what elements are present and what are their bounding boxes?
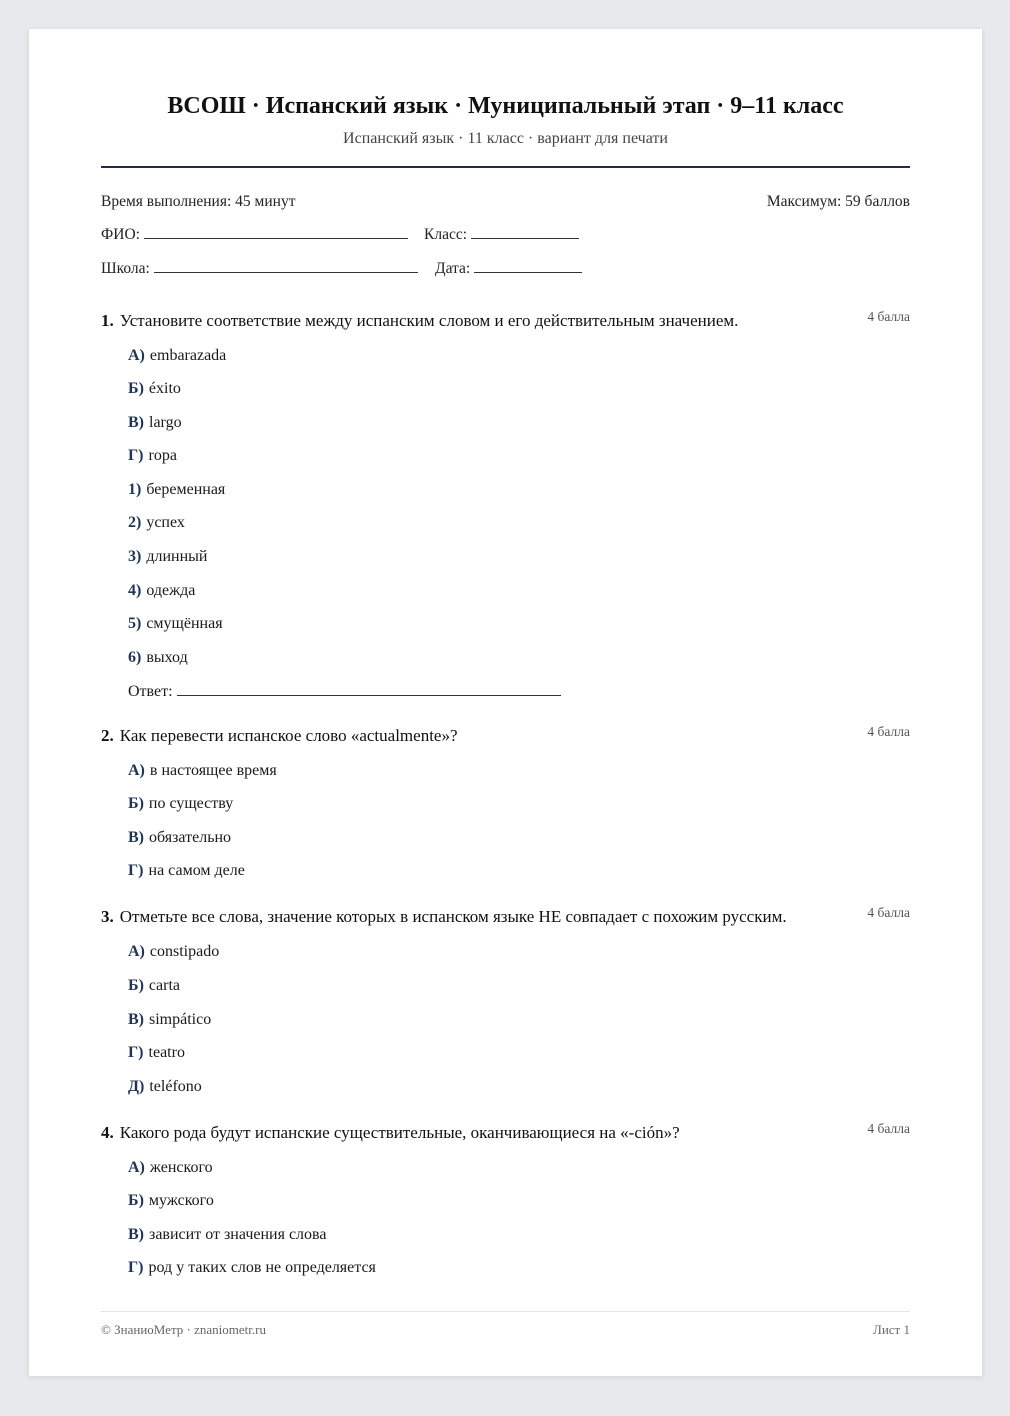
option-key: А) — [128, 943, 145, 960]
page-title: ВСОШ · Испанский язык · Муниципальный этап · 9–11 класс — [167, 93, 844, 119]
footer-page-number: Лист 1 — [873, 1322, 910, 1337]
option-item[interactable] — [128, 829, 231, 847]
option-item[interactable] — [128, 795, 233, 813]
page-subtitle: Испанский язык · 11 класс · вариант для печати — [343, 130, 668, 147]
option-item[interactable] — [128, 481, 225, 499]
question-header — [101, 311, 910, 331]
option-text: constipado — [149, 943, 220, 960]
fio-field[interactable] — [101, 226, 408, 244]
option-item[interactable] — [128, 649, 188, 667]
option-key: В) — [128, 829, 144, 846]
option-text: éxito — [148, 380, 181, 397]
option-text: carta — [148, 977, 180, 994]
question-2 — [101, 726, 910, 746]
school-label: Школа: — [101, 260, 150, 277]
date-field[interactable] — [435, 260, 582, 278]
question-points: 4 балла — [867, 724, 910, 739]
school-field[interactable] — [101, 260, 418, 278]
max-score: Максимум: 59 баллов — [766, 193, 910, 210]
option-text: largo — [149, 414, 182, 431]
option-key: Б) — [128, 977, 144, 994]
question-points: 4 балла — [867, 1121, 910, 1136]
option-text: на самом деле — [148, 862, 245, 879]
option-text: в настоящее время — [149, 762, 277, 779]
option-item[interactable] — [128, 1159, 213, 1177]
option-item[interactable] — [128, 548, 207, 566]
answer-field[interactable] — [128, 683, 561, 701]
option-key: А) — [128, 1159, 145, 1176]
option-item[interactable] — [128, 943, 219, 961]
question-4 — [101, 1123, 910, 1143]
question-header — [101, 1123, 910, 1143]
option-key: 6) — [128, 649, 142, 666]
question-number: 2. — [101, 726, 114, 745]
option-key: В) — [128, 1011, 144, 1028]
option-text: род у таких слов не определяется — [148, 1259, 376, 1276]
option-item[interactable] — [128, 1078, 202, 1096]
option-key: Г) — [128, 1259, 144, 1276]
question-header — [101, 726, 910, 746]
option-item[interactable] — [128, 380, 181, 398]
time-limit: Время выполнения: 45 минут — [101, 193, 296, 210]
date-blank-line[interactable] — [474, 271, 582, 273]
option-item[interactable] — [128, 977, 180, 995]
option-key: Д) — [128, 1078, 145, 1095]
option-text: embarazada — [149, 347, 227, 364]
option-key: 1) — [128, 481, 142, 498]
option-text: simpático — [149, 1011, 212, 1028]
option-text: успех — [146, 514, 185, 531]
option-text: женского — [149, 1159, 213, 1176]
question-1 — [101, 311, 910, 331]
option-key: Г) — [128, 447, 144, 464]
question-points: 4 балла — [867, 905, 910, 920]
option-item[interactable] — [128, 1192, 214, 1210]
option-text: зависит от значения слова — [149, 1226, 327, 1243]
worksheet-page — [29, 29, 982, 1376]
option-text: смущённая — [146, 615, 223, 632]
option-item[interactable] — [128, 582, 195, 600]
school-blank-line[interactable] — [154, 271, 418, 273]
option-text: teléfono — [149, 1078, 202, 1095]
option-text: длинный — [146, 548, 208, 565]
option-key: Г) — [128, 862, 144, 879]
question-points: 4 балла — [867, 309, 910, 324]
option-key: 4) — [128, 582, 142, 599]
question-text: Отметьте все слова, значение которых в испанском языке НЕ совпадает с похожим русским. — [119, 907, 787, 926]
option-item[interactable] — [128, 347, 226, 365]
option-key: 3) — [128, 548, 142, 565]
option-text: teatro — [148, 1044, 185, 1061]
question-number: 1. — [101, 311, 114, 330]
option-key: Г) — [128, 1044, 144, 1061]
option-item[interactable] — [128, 1226, 326, 1244]
option-item[interactable] — [128, 862, 245, 880]
option-key: В) — [128, 1226, 144, 1243]
option-key: А) — [128, 762, 145, 779]
header-divider — [101, 166, 910, 168]
class-field[interactable] — [424, 226, 579, 244]
fio-blank-line[interactable] — [144, 237, 408, 239]
option-key: 5) — [128, 615, 142, 632]
class-blank-line[interactable] — [471, 237, 579, 239]
footer-copyright: © ЗнаниоМетр · znaniometr.ru — [101, 1322, 266, 1337]
option-key: 2) — [128, 514, 142, 531]
option-key: Б) — [128, 1192, 144, 1209]
meta-row — [101, 193, 910, 211]
question-text: Какого рода будут испанские существительные, оканчивающиеся на «-ción»? — [119, 1123, 680, 1142]
date-label: Дата: — [435, 260, 471, 277]
question-text: Как перевести испанское слово «actualmente»? — [119, 726, 458, 745]
option-item[interactable] — [128, 762, 277, 780]
option-text: беременная — [146, 481, 226, 498]
question-number: 3. — [101, 907, 114, 926]
option-text: мужского — [148, 1192, 214, 1209]
question-3 — [101, 907, 910, 927]
question-number: 4. — [101, 1123, 114, 1142]
option-text: одежда — [146, 582, 196, 599]
option-text: выход — [146, 649, 188, 666]
question-header — [101, 907, 910, 927]
option-item[interactable] — [128, 1011, 211, 1029]
class-label: Класс: — [424, 226, 468, 243]
option-key: В) — [128, 414, 144, 431]
answer-blank-line[interactable] — [177, 694, 561, 696]
option-item[interactable] — [128, 1259, 376, 1277]
option-key: Б) — [128, 380, 144, 397]
option-item[interactable] — [128, 1044, 185, 1062]
option-item[interactable] — [128, 447, 177, 465]
question-text: Установите соответствие между испанским словом и его действительным значением. — [119, 311, 739, 330]
option-item[interactable] — [128, 514, 185, 532]
option-key: А) — [128, 347, 145, 364]
option-item[interactable] — [128, 414, 182, 432]
option-text: ropa — [148, 447, 177, 464]
answer-label: Ответ: — [128, 683, 173, 700]
option-text: обязательно — [149, 829, 232, 846]
option-text: по существу — [148, 795, 234, 812]
fio-label: ФИО: — [101, 226, 140, 243]
footer-divider — [101, 1311, 910, 1312]
option-item[interactable] — [128, 615, 223, 633]
page-content — [101, 29, 910, 1376]
option-key: Б) — [128, 795, 144, 812]
